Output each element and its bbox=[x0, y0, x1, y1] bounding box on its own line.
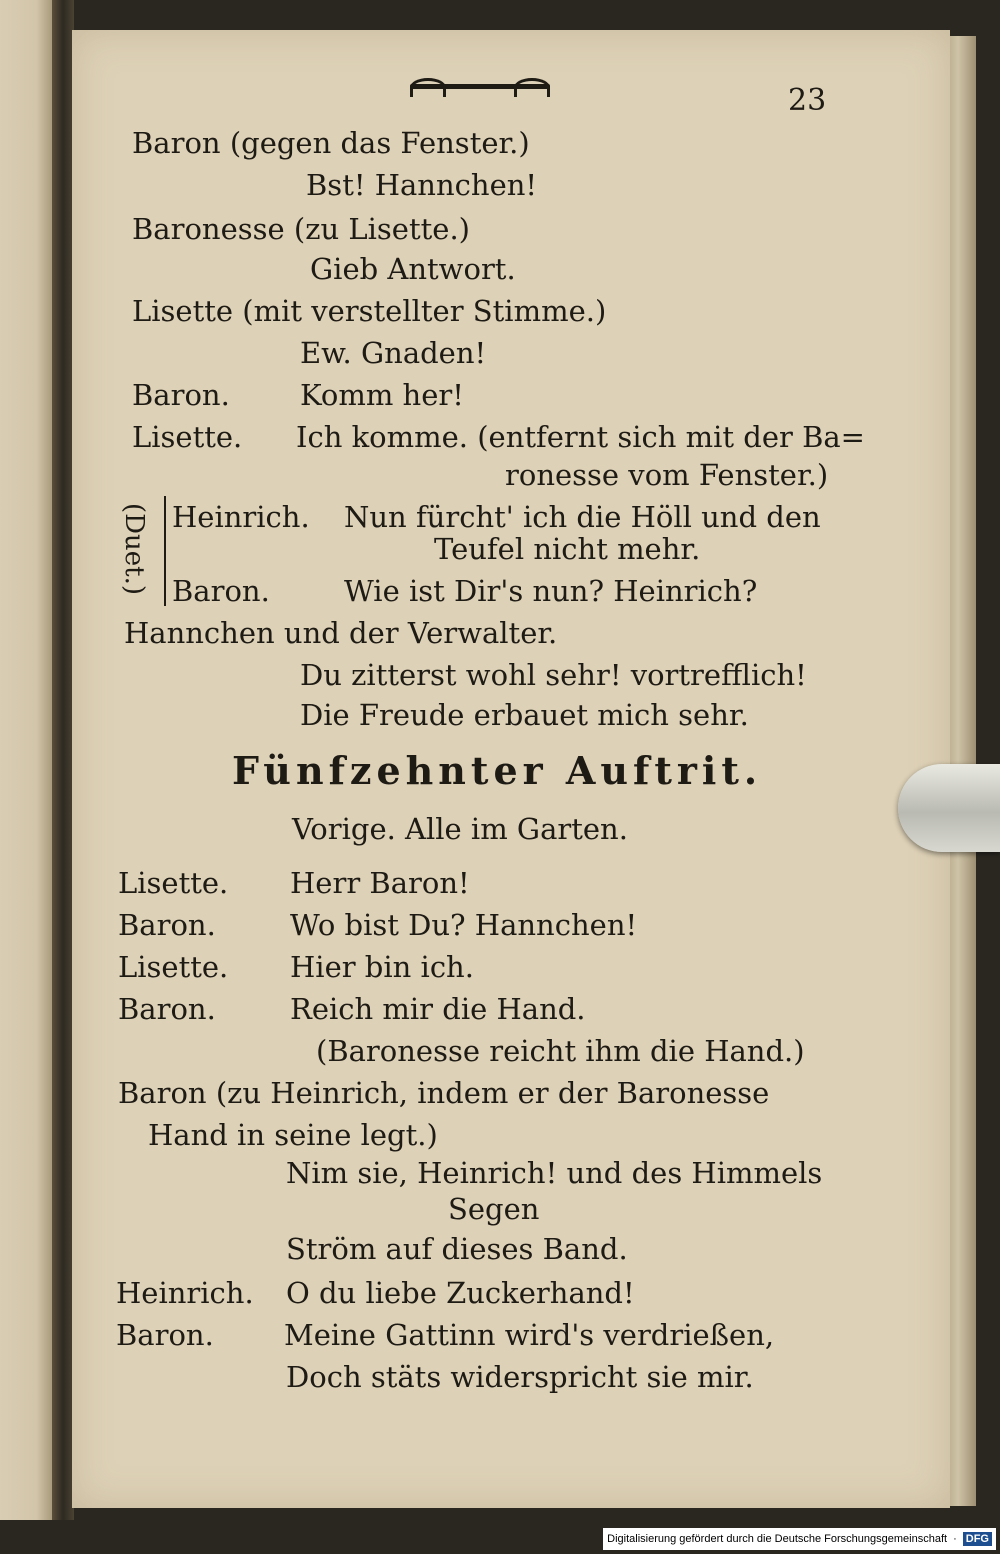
speaker-name: Heinrich. bbox=[172, 500, 310, 534]
dfg-logo-icon: DFG bbox=[963, 1532, 992, 1546]
page-clip bbox=[898, 764, 1000, 852]
speaker-name: Lisette. bbox=[118, 866, 229, 900]
book-gutter bbox=[52, 0, 74, 1520]
dialogue-line: Herr Baron! bbox=[290, 866, 470, 900]
dialogue-line: Komm her! bbox=[300, 378, 464, 412]
stage-direction-line: Vorige. Alle im Garten. bbox=[292, 812, 628, 846]
dialogue-line: Ström auf dieses Band. bbox=[286, 1232, 628, 1266]
speaker-name: Baron. bbox=[118, 992, 216, 1026]
dialogue-line: Du zitterst wohl sehr! vortrefflich! bbox=[300, 658, 807, 692]
scene-heading: Fünfzehnter Auftrit. bbox=[232, 748, 763, 793]
dialogue-line: Hier bin ich. bbox=[290, 950, 474, 984]
speaker-name: Baron. bbox=[132, 378, 230, 412]
speaker-name: Lisette. bbox=[118, 950, 229, 984]
stage-direction-line: Hannchen und der Verwalter. bbox=[124, 616, 558, 650]
dialogue-line: Die Freude erbauet mich sehr. bbox=[300, 698, 749, 732]
dialogue-line: O du liebe Zuckerhand! bbox=[286, 1276, 635, 1310]
dialogue-line: Reich mir die Hand. bbox=[290, 992, 586, 1026]
speaker-name: Heinrich. bbox=[116, 1276, 254, 1310]
dialogue-line: Wie ist Dir's nun? Heinrich? bbox=[344, 574, 758, 608]
page-number: 23 bbox=[788, 83, 827, 118]
margin-note bbox=[104, 496, 164, 606]
dialogue-line: Bst! Hannchen! bbox=[306, 168, 538, 202]
dialogue-line: Segen bbox=[448, 1192, 540, 1226]
dialogue-line: Ich komme. (entfernt sich mit der Ba= bbox=[296, 420, 865, 454]
dialogue-line: ronesse vom Fenster.) bbox=[505, 458, 829, 492]
previous-page-edge bbox=[0, 0, 52, 1520]
speaker-name: Baron. bbox=[118, 908, 216, 942]
speaker-name: Baron. bbox=[172, 574, 270, 608]
dialogue-line: Ew. Gnaden! bbox=[300, 336, 487, 370]
dialogue-line: Nim sie, Heinrich! und des Himmels bbox=[286, 1156, 823, 1190]
dialogue-line: Gieb Antwort. bbox=[310, 252, 516, 286]
header-ornament bbox=[410, 80, 550, 94]
credit-text: Digitalisierung gefördert durch die Deutsche Forschungsgemeinschaft bbox=[607, 1533, 948, 1545]
stage-direction-line: (Baronesse reicht ihm die Hand.) bbox=[316, 1034, 805, 1068]
stage-direction-line: Baron (gegen das Fenster.) bbox=[132, 126, 530, 160]
digitization-credit-bar bbox=[603, 1528, 996, 1550]
bracket-line bbox=[164, 496, 166, 606]
stage-direction-line: Lisette (mit verstellter Stimme.) bbox=[132, 294, 607, 328]
dialogue-line: Doch stäts widerspricht sie mir. bbox=[286, 1360, 754, 1394]
dialogue-line: Teufel nicht mehr. bbox=[434, 532, 701, 566]
stage-direction-line: Baronesse (zu Lisette.) bbox=[132, 212, 470, 246]
dialogue-line: Wo bist Du? Hannchen! bbox=[290, 908, 638, 942]
credit-separator: · bbox=[953, 1533, 957, 1545]
stage-direction-line: Baron (zu Heinrich, indem er der Baronesse bbox=[118, 1076, 770, 1110]
margin-note-text: (Duet.) bbox=[119, 503, 149, 595]
stage-direction-line: Hand in seine legt.) bbox=[148, 1118, 438, 1152]
speaker-name: Baron. bbox=[116, 1318, 214, 1352]
dialogue-line: Nun fürcht' ich die Höll und den bbox=[344, 500, 821, 534]
dialogue-line: Meine Gattinn wird's verdrießen, bbox=[284, 1318, 775, 1352]
speaker-name: Lisette. bbox=[132, 420, 243, 454]
